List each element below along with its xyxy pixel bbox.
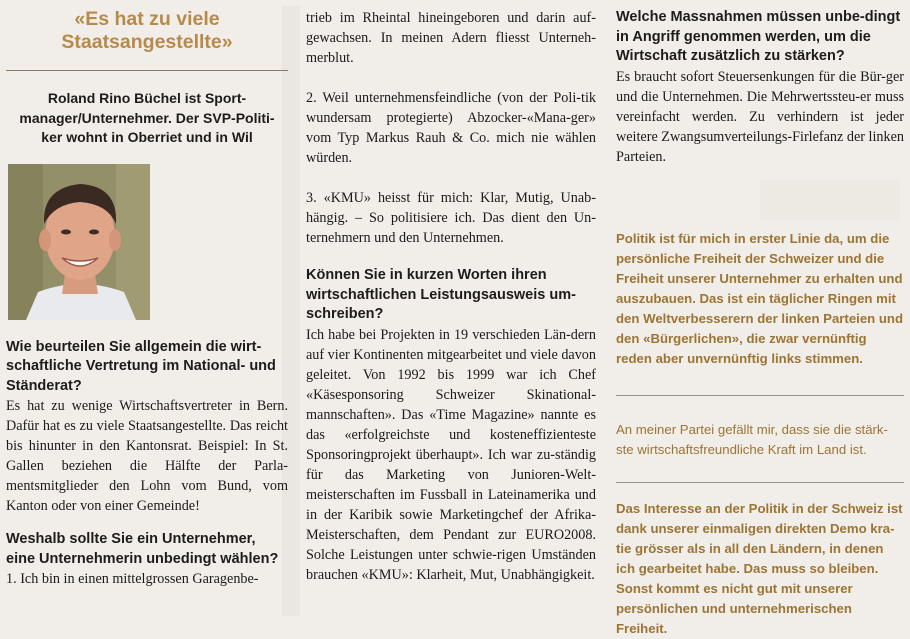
pull-quote-2: An meiner Partei gefällt mir, dass sie die stärk-ste wirtschaftsfreundliche Kraft im Land ist. bbox=[616, 421, 888, 457]
column-right bbox=[616, 0, 904, 639]
answer-1: Es hat zu wenige Wirtschaftsvertreter in Bern. Dafür hat es zu viele Staatsangestellte. Das reicht bis hinunter in den Kantonsrat. Beispiel: In St. Gallen beziehen die Hälfte der Parla-mentsmitglieder den Lohn vom Bund, vom Kanton oder von einer Gemeinde! bbox=[6, 398, 288, 514]
column-middle bbox=[306, 0, 596, 585]
answer-2-point-3: 3. «KMU» heisst für mich: Klar, Mutig, Unab-hängig. – So politisiere ich. Das dient den Un-ternehmern und den Unternehmen. bbox=[306, 190, 596, 246]
answer-2-continued: trieb im Rheintal hineingeboren und darin auf-gewachsen. In meinen Adern fliesst Unterneh-merblut. bbox=[306, 10, 596, 66]
pull-quote-3: Das Interesse an der Politik in der Schweiz ist dank unserer einmaligen direkten Demo kra-tie grösser als in all den Ländern, in denen ich gearbeitet habe. Das muss so bleiben. Sonst kommt es nicht gut mit unserer persönlichen und unternehmerischen Freiheit. bbox=[616, 500, 903, 636]
portrait-image bbox=[8, 164, 150, 320]
pull-quote-1: Politik ist für mich in erster Linie da, um die persönliche Freiheit der Schweizer und die Freiheit unserer Unternehmer zu erhalten und auszubauen. Das ist ein täglicher Ringen mit den Weltverbesserern der linken Parteien und den «Bürgerlichen», die zwar vernünftig reden aber unvernünftig links stimmen. bbox=[616, 230, 904, 366]
article-title: «Es hat zu viele Staatsangestellte» bbox=[61, 8, 233, 53]
question-4: Welche Massnahmen müssen unbe-dingt in Angriff genommen werden, um die Wirtschaft zusätzlich zu stärken? bbox=[616, 9, 901, 64]
answer-2-point-2: 2. Weil unternehmensfeindliche (von der Poli-tik wundersam protegierte) Abzocker-«Mana-ger» vom Typ Markus Rauh & Co. mich nie wählen würden. bbox=[306, 90, 596, 166]
answer-2-start: 1. Ich bin in einen mittelgrossen Garagenbe- bbox=[6, 571, 259, 587]
answer-4: Es braucht sofort Steuersenkungen für die Bür-ger und die Unternehmen. Die Mehrwertssteu-er muss vereinfacht werden. Zu verhindern ist jeder weitere Zwangsumverteilungs-Firlefanz der linken Parteien. bbox=[616, 68, 904, 165]
quote-divider bbox=[616, 395, 904, 396]
answer-3: Ich habe bei Projekten in 19 verschieden Län-dern auf vier Kontinenten mitgearbeitet und viele davon geleitet. Von 1992 bis 1999 war ich Chef «Käsesponsoring Schweizer Skinational-mannschaften». Das «Time Magazine» nannte es das «erfolgreichste und kosteneffizienteste Sponsoringprojekt überhaupt». Ich war zu-ständig für das Marketing von Junioren-Welt-meisterschaften im Fussball in Lateinamerika und in der Karibik sowie Marketingchef der Afrika-Meisterschaften, dem Pendant zur EURO2008. Solche Leistungen unter schwie-rigen Umständen brauchen «KMU»: Klarheit, Mut, Unabhängigkeit. bbox=[306, 326, 596, 583]
intro-text: Roland Rino Büchel ist Sport- manager/Unternehmer. Der SVP-Politi- ker wohnt in Oberriet und in Wil bbox=[19, 90, 275, 145]
portrait-photo bbox=[8, 164, 150, 320]
question-2: Weshalb sollte Sie ein Unternehmer, eine Unternehmerin unbedingt wählen? bbox=[6, 531, 279, 567]
question-1: Wie beurteilen Sie allgemein die wirt-schaftliche Vertretung im National- und Ständerat? bbox=[6, 338, 276, 394]
title-divider bbox=[6, 70, 288, 71]
question-3: Können Sie in kurzen Worten ihren wirtschaftlichen Leistungsausweis um-schreiben? bbox=[306, 267, 576, 322]
column-left bbox=[6, 0, 288, 589]
quote-divider bbox=[616, 482, 904, 483]
